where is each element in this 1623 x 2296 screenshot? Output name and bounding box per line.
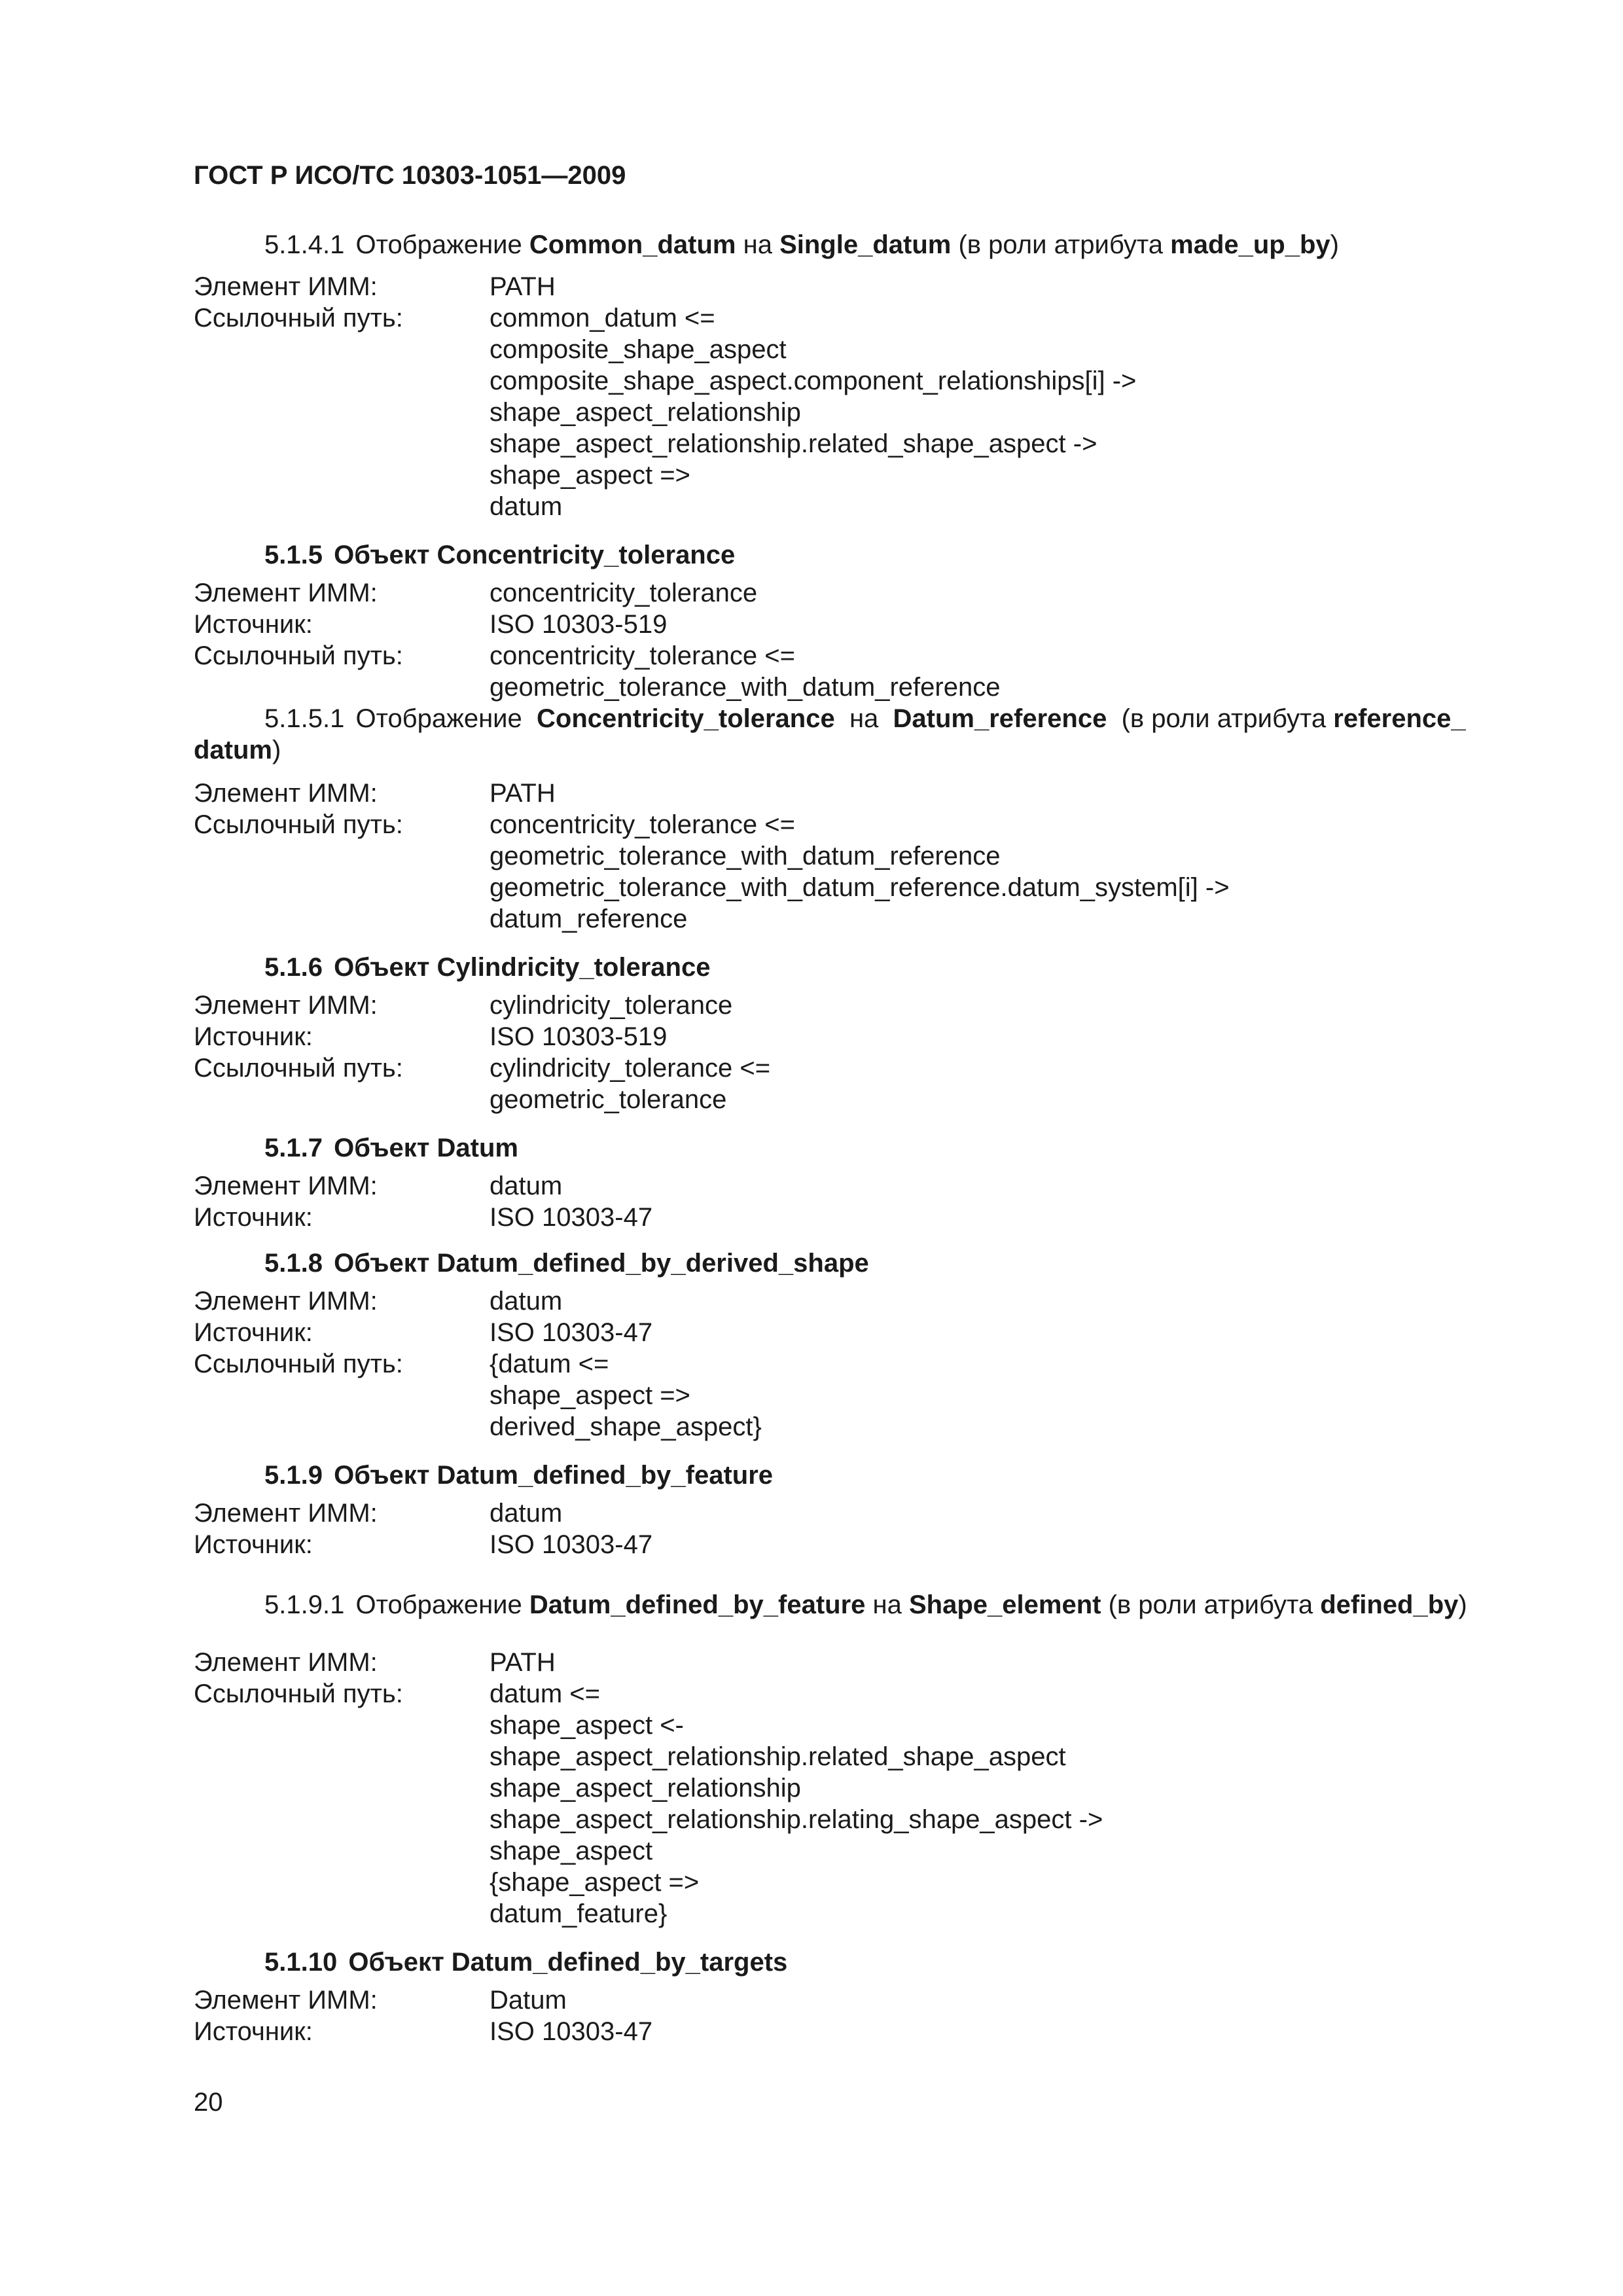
object-table <box>194 1170 1529 1233</box>
path-line: geometric_tolerance <box>490 1085 727 1114</box>
path-line: {shape_aspect => <box>490 1868 700 1897</box>
heading-entity: Common_datum <box>529 230 736 259</box>
object-heading-5-1-10 <box>194 1946 1529 1978</box>
heading-text: (в роли атрибута <box>958 230 1163 259</box>
aim-element-value: datum <box>490 1499 563 1528</box>
heading-attribute: reference_ <box>1333 704 1466 733</box>
path-line: shape_aspect_relationship <box>490 1774 801 1803</box>
path-line: shape_aspect_relationship.related_shape_aspect <box>490 1742 1066 1771</box>
table-row <box>194 809 1529 935</box>
reference-path-label: Ссылочный путь: <box>194 810 403 839</box>
path-line: composite_shape_aspect <box>490 335 787 364</box>
mapping-table <box>194 778 1529 935</box>
source-value: ISO 10303-47 <box>490 1203 653 1232</box>
aim-element-label: Элемент ИММ: <box>194 579 378 607</box>
path-line: derived_shape_aspect} <box>490 1412 762 1441</box>
reference-path-value <box>490 1678 1529 1929</box>
heading-text: (в роли атрибута <box>1121 704 1327 733</box>
table-row <box>194 1052 1529 1115</box>
reference-path-label: Ссылочный путь: <box>194 304 403 332</box>
document-header: ГОСТ Р ИСО/ТС 10303-1051—2009 <box>194 161 626 190</box>
aim-element-label: Элемент ИММ: <box>194 1986 378 2015</box>
path-line: shape_aspect <box>490 1837 653 1865</box>
heading-text: на <box>849 704 879 733</box>
table-row <box>194 1984 1529 2016</box>
heading-number: 5.1.9 <box>264 1461 323 1490</box>
reference-path-value <box>490 809 1529 935</box>
object-table <box>194 1984 1529 2047</box>
table-row <box>194 1021 1529 1052</box>
heading-number: 5.1.9.1 <box>264 1590 345 1619</box>
heading-number: 5.1.5 <box>264 541 323 569</box>
object-heading-5-1-5 <box>194 539 1529 571</box>
aim-element-label: Элемент ИММ: <box>194 1499 378 1528</box>
mapping-heading-5-1-5-1 <box>194 703 1529 766</box>
source-label: Источник: <box>194 610 313 639</box>
heading-text: (в роли атрибута <box>1108 1590 1313 1619</box>
heading-attribute-tail: datum <box>194 736 272 764</box>
aim-element-value: PATH <box>490 779 556 808</box>
object-table <box>194 990 1529 1115</box>
path-line: shape_aspect_relationship.relating_shape_aspect -> <box>490 1805 1103 1834</box>
aim-element-value: PATH <box>490 272 556 301</box>
heading-number: 5.1.5.1 <box>264 704 345 733</box>
aim-element-value: cylindricity_tolerance <box>490 991 733 1020</box>
path-line: geometric_tolerance_with_datum_reference.datum_system[i] -> <box>490 873 1230 902</box>
table-row <box>194 1348 1529 1443</box>
aim-element-label: Элемент ИММ: <box>194 1287 378 1316</box>
heading-text: ) <box>1458 1590 1467 1619</box>
heading-text: ) <box>272 736 281 764</box>
path-line: shape_aspect => <box>490 1381 690 1410</box>
path-line: datum_reference <box>490 905 688 933</box>
heading-entity: Datum_defined_by_feature <box>529 1590 866 1619</box>
aim-element-label: Элемент ИММ: <box>194 272 378 301</box>
heading-number: 5.1.6 <box>264 953 323 982</box>
object-table <box>194 1498 1529 1560</box>
reference-path-value <box>490 640 1529 703</box>
path-line: datum_feature} <box>490 1899 668 1928</box>
mapping-heading-5-1-9-1 <box>194 1589 1529 1621</box>
mapping-table <box>194 1647 1529 1929</box>
table-row <box>194 1170 1529 1202</box>
reference-path-label: Ссылочный путь: <box>194 1054 403 1083</box>
source-label: Источник: <box>194 1203 313 1232</box>
table-row <box>194 1529 1529 1560</box>
heading-entity: Datum_defined_by_targets <box>451 1948 788 1977</box>
aim-element-value: Datum <box>490 1986 567 2015</box>
table-row <box>194 990 1529 1021</box>
object-table <box>194 1285 1529 1443</box>
object-heading-5-1-6 <box>194 952 1529 983</box>
source-value: ISO 10303-47 <box>490 2017 653 2046</box>
source-value: ISO 10303-519 <box>490 610 668 639</box>
heading-word: Объект <box>334 1249 430 1278</box>
source-value: ISO 10303-47 <box>490 1318 653 1347</box>
heading-entity: Datum_defined_by_feature <box>437 1461 774 1490</box>
table-row <box>194 1285 1529 1317</box>
path-line: geometric_tolerance_with_datum_reference <box>490 673 1001 702</box>
heading-entity: Datum <box>437 1134 518 1162</box>
heading-text: Отображение <box>355 704 522 733</box>
source-value: ISO 10303-47 <box>490 1530 653 1559</box>
aim-element-value: datum <box>490 1172 563 1200</box>
reference-path-label: Ссылочный путь: <box>194 641 403 670</box>
table-row <box>194 1498 1529 1529</box>
object-table <box>194 577 1529 703</box>
path-line: {datum <= <box>490 1350 609 1378</box>
heading-entity: Concentricity_tolerance <box>537 704 835 733</box>
heading-target: Shape_element <box>908 1590 1101 1619</box>
aim-element-label: Элемент ИММ: <box>194 1648 378 1677</box>
heading-number: 5.1.4.1 <box>264 230 345 259</box>
document-body <box>194 229 1529 2047</box>
path-line: concentricity_tolerance <= <box>490 810 795 839</box>
table-row <box>194 1678 1529 1929</box>
table-row <box>194 1202 1529 1233</box>
heading-entity: Datum_defined_by_derived_shape <box>437 1249 869 1278</box>
heading-text: Отображение <box>355 230 522 259</box>
aim-element-label: Элемент ИММ: <box>194 991 378 1020</box>
table-row <box>194 778 1529 809</box>
aim-element-value: datum <box>490 1287 563 1316</box>
source-label: Источник: <box>194 1318 313 1347</box>
heading-text: на <box>872 1590 902 1619</box>
heading-word: Объект <box>334 953 430 982</box>
object-heading-5-1-8 <box>194 1247 1529 1279</box>
heading-word: Объект <box>334 1461 430 1490</box>
path-line: shape_aspect => <box>490 461 690 490</box>
heading-target: Datum_reference <box>893 704 1107 733</box>
heading-word: Объект <box>348 1948 444 1977</box>
path-line: datum <= <box>490 1679 601 1708</box>
path-line: concentricity_tolerance <= <box>490 641 795 670</box>
heading-word: Объект <box>334 1134 430 1162</box>
source-label: Источник: <box>194 1022 313 1051</box>
table-row <box>194 577 1529 609</box>
table-row <box>194 1647 1529 1678</box>
mapping-table <box>194 271 1529 522</box>
heading-text: Отображение <box>355 1590 522 1619</box>
table-row <box>194 302 1529 522</box>
page-number: 20 <box>194 2088 223 2117</box>
table-row <box>194 1317 1529 1348</box>
heading-number: 5.1.7 <box>264 1134 323 1162</box>
path-line: shape_aspect_relationship.related_shape_aspect -> <box>490 429 1097 458</box>
heading-text: на <box>743 230 772 259</box>
source-value: ISO 10303-519 <box>490 1022 668 1051</box>
source-label: Источник: <box>194 2017 313 2046</box>
reference-path-value <box>490 1348 1529 1443</box>
heading-text: ) <box>1330 230 1339 259</box>
heading-target: Single_datum <box>779 230 952 259</box>
source-label: Источник: <box>194 1530 313 1559</box>
path-line: datum <box>490 492 563 521</box>
table-row <box>194 271 1529 302</box>
aim-element-value: PATH <box>490 1648 556 1677</box>
table-row <box>194 640 1529 703</box>
table-row <box>194 609 1529 640</box>
aim-element-value: concentricity_tolerance <box>490 579 758 607</box>
heading-attribute: defined_by <box>1320 1590 1459 1619</box>
mapping-heading-5-1-4-1 <box>194 229 1529 260</box>
heading-entity: Cylindricity_tolerance <box>437 953 711 982</box>
aim-element-label: Элемент ИММ: <box>194 1172 378 1200</box>
path-line: cylindricity_tolerance <= <box>490 1054 771 1083</box>
reference-path-value <box>490 302 1529 522</box>
path-line: geometric_tolerance_with_datum_reference <box>490 842 1001 870</box>
heading-word: Объект <box>334 541 430 569</box>
heading-number: 5.1.8 <box>264 1249 323 1278</box>
table-row <box>194 2016 1529 2047</box>
heading-number: 5.1.10 <box>264 1948 338 1977</box>
heading-attribute: made_up_by <box>1170 230 1330 259</box>
reference-path-label: Ссылочный путь: <box>194 1350 403 1378</box>
reference-path-label: Ссылочный путь: <box>194 1679 403 1708</box>
path-line: shape_aspect_relationship <box>490 398 801 427</box>
path-line: common_datum <= <box>490 304 715 332</box>
path-line: shape_aspect <- <box>490 1711 684 1740</box>
reference-path-value <box>490 1052 1529 1115</box>
path-line: composite_shape_aspect.component_relationships[i] -> <box>490 367 1137 395</box>
object-heading-5-1-7 <box>194 1132 1529 1164</box>
heading-entity: Concentricity_tolerance <box>437 541 736 569</box>
object-heading-5-1-9 <box>194 1460 1529 1491</box>
aim-element-label: Элемент ИММ: <box>194 779 378 808</box>
